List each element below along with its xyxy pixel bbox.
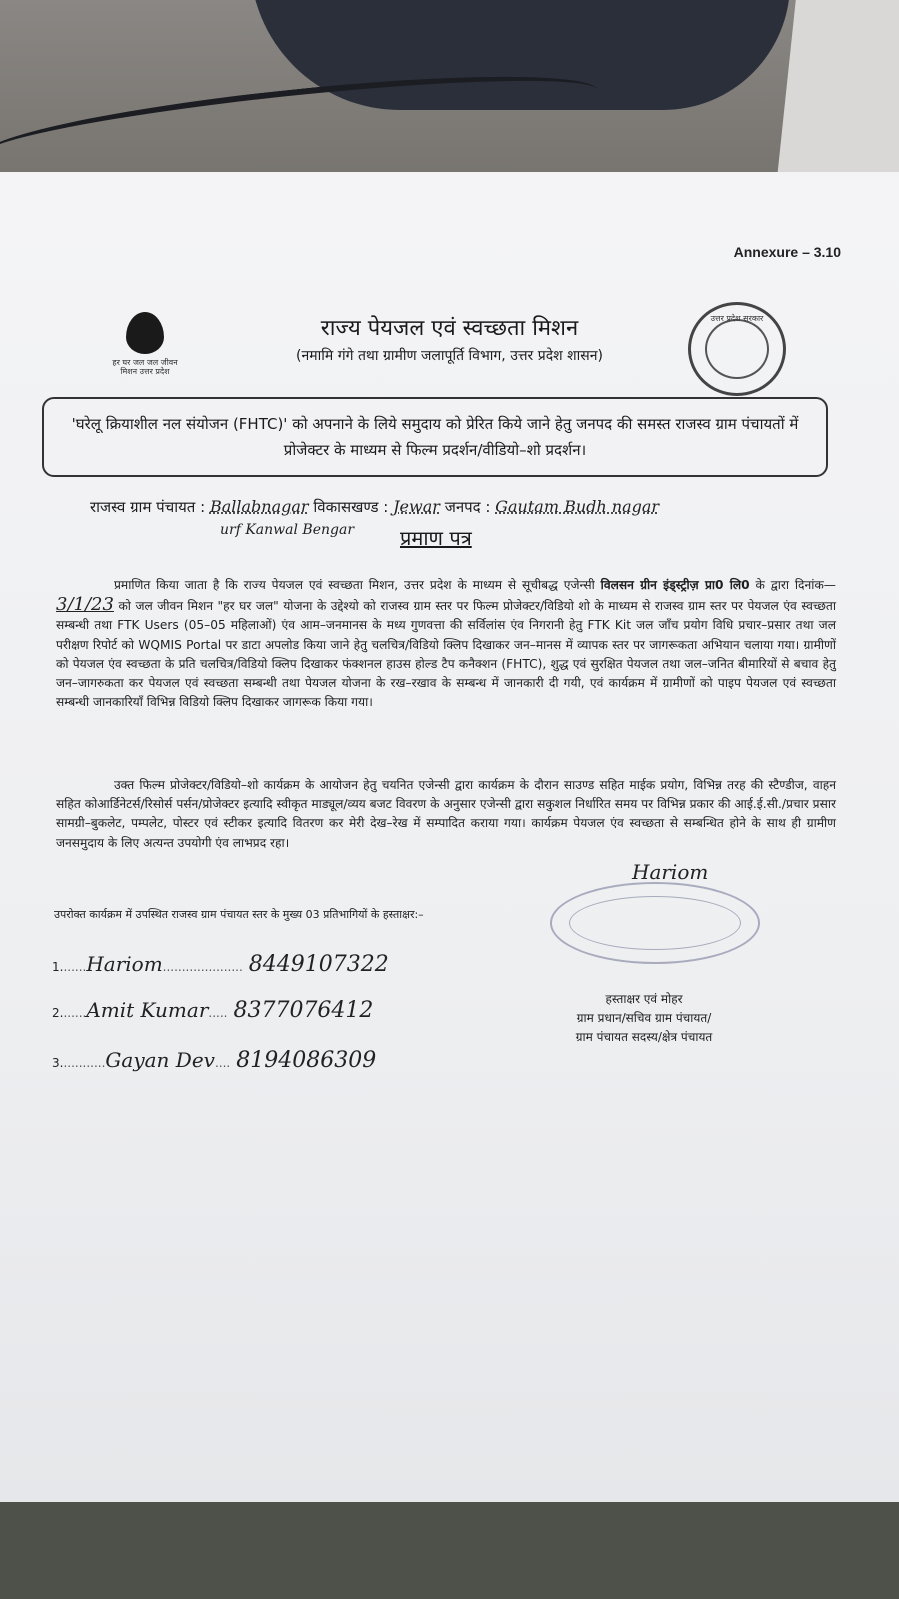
background-floor [0,1500,899,1599]
janpad-value: Gautam Budh nagar [495,497,660,516]
emblem-inner-ring [705,319,769,379]
participant-row [52,952,389,977]
up-government-emblem [688,302,786,396]
logo-caption: हर घर जल जल जीवन मिशन उत्तर प्रदेश [112,358,178,376]
dotted-line: .... [214,1056,231,1070]
annexure-label: Annexure – 3.10 [733,244,841,260]
para1-text-c: को जल जीवन मिशन "हर घर जल" योजना के उद्देश्यो को राजस्व ग्राम स्तर पर फिल्म प्रोजेक्टर/विडियो शो के माध्यम से राजस्व ग्राम स्तर पर पेयजल एंव स्वच्छता सम्बन्धी तथा FTK Users (05–05 महिलाओं) एंव आम–जनमानस के मध्य गुणवत्ता की सर्विलांस एंव निगरानी हेतु FTK Kit जल जाँच प्रयोग विधि प्रचार–प्रसार तथा जल परीक्षण रिपोर्ट को WQMIS Portal पर डाटा अपलोड किया जाने हेतु चलचित्र/विडियो क्लिप दिखाकर जन–मानस में व्यापक स्तर पर जागरूकता अभियान चलाया गया। ग्रामीणों को पेयजल एंव स्वच्छता के प्रति चलचित्र/विडियो क्लिप दिखाकर फंक्शनल हाउस होल्ड टैप कनैक्शन (FHTC), शुद्ध एवं सुरक्षित पेयजल तथा जल–जनित बीमारियों से बचाव हेतु जन–जागरुकता कर पेयजल एवं स्वच्छता सम्बन्धी तथा पेयजल योजना के रख–रखाव के सम्बन्ध में जानकारी दी गयी, एवं कार्यक्रम में ग्रामीणों को पाइप पेयजल एवं स्वच्छता सम्बन्धी जानकारियॉं विभिन्न विडियो क्लिप दिखाकर जागरूक किया गया। [56,599,836,710]
location-fields [90,497,880,517]
date-handwritten: 3/1/23 [56,594,114,616]
vikaskhand-value: Jewar [393,497,440,516]
pradhan-signature: Hariom [632,860,709,884]
gram-panchayat-value: Ballabnagar [209,497,309,516]
participant-name: Gayan Dev [105,1048,215,1072]
participant-index: 3. [52,1056,64,1070]
para1-text-a: प्रमाणित किया जाता है कि राज्य पेयजल एवं स्वच्छता मिशन, उत्तर प्रदेश के माध्यम से सूचीबद्ध एजेन्सी [114,578,601,592]
signature-line-1: हस्ताक्षर एवं मोहर [605,992,683,1006]
signature-block [544,990,744,1047]
dotted-line: ........... [63,1056,106,1070]
para1-text-b: के द्वारा दिनांक— [749,578,836,592]
paragraph-2: उक्त फिल्म प्रोजेक्टर/विडियो–शो कार्यक्रम के आयोजन हेतु चयनित एजेन्सी द्वारा कार्यक्रम के दौरान साउण्ड सहित माईक प्रयोग, विभिन्न तरह की स्टैण्डीज, वाहन सहित कोआर्डिनेटर्स/रिसोर्स पर्सन/प्रोजेक्टर इत्यादि स्वीकृत माड्यूल/व्यय बजट विवरण के अनुसार एजेन्सी द्वारा सकुशल निर्धारित समय पर विभिन्न प्रकार की आई.ई.सी./प्रचार प्रसार सामग्री–बुकलेट, पम्पलेट, पोस्टर एवं स्टीकर इत्यादि वितरण कर मेरी देख–रेख में सम्पादित कराया गया। कार्यक्रम पेयजल एंव स्वच्छता से सम्बन्धित होने के साथ ही ग्रामीण जनसमुदाय के लिए अत्यन्त उपयोगी एंव लाभप्रद रहा। [56,778,836,850]
gram-panchayat-value-2: urf Kanwal Bengar [220,522,355,538]
signature-line-3: ग्राम पंचायत सदस्य/क्षेत्र पंचायत [575,1030,713,1044]
gram-panchayat-stamp [550,882,760,964]
subject-box: 'घरेलू क्रियाशील नल संयोजन (FHTC)' को अपनाने के लिये समुदाय को प्रेरित किये जाने हेतु जनपद की समस्त राजस्व ग्राम पंचायतों में प्रोजेक्टर के माध्यम से फिल्म प्रदर्शन/वीडियो–शो प्रदर्शन। [42,397,828,477]
certificate-title: प्रमाण पत्र [400,526,472,550]
paragraph-1 [56,576,836,712]
participant-row [52,1048,376,1073]
janpad-label: जनपद : [444,498,491,516]
emblem-text: उत्तर प्रदेश सरकार [710,314,764,323]
participants-label: उपरोक्त कार्यक्रम में उपस्थित राजस्व ग्राम पंचायत स्तर के मुख्य 03 प्रतिभागियों के हस्ताक्षर:– [54,908,424,921]
vikaskhand-label: विकासखण्ड : [313,498,389,516]
dotted-line: ...... [63,1006,87,1020]
dotted-line: ..... [208,1006,228,1020]
page-subtitle: (नमामि गंगे तथा ग्रामीण जलापूर्ति विभाग, उत्तर प्रदेश शासन) [296,348,603,364]
participant-phone: 8449107322 [248,952,389,977]
participant-phone: 8194086309 [236,1048,377,1073]
page-title: राज्य पेयजल एवं स्वच्छता मिशन [320,316,579,341]
dotted-line: ..................... [162,960,243,974]
gram-panchayat-label: राजस्व ग्राम पंचायत : [90,498,206,516]
participant-phone: 8377076412 [233,998,374,1023]
participant-name: Hariom [86,952,163,976]
stamp-inner-ring [569,896,741,950]
participant-index: 2. [52,1006,64,1020]
agency-name: विलसन ग्रीन इंड्स्ट्रीज़ प्रा0 लि0 [600,578,750,592]
dotted-line: ...... [63,960,87,974]
participant-index: 1. [52,960,64,974]
signature-line-2: ग्राम प्रधान/सचिव ग्राम पंचायत/ [576,1011,712,1025]
participant-row [52,998,373,1023]
document-page [0,172,899,1502]
participant-name: Amit Kumar [86,998,209,1022]
